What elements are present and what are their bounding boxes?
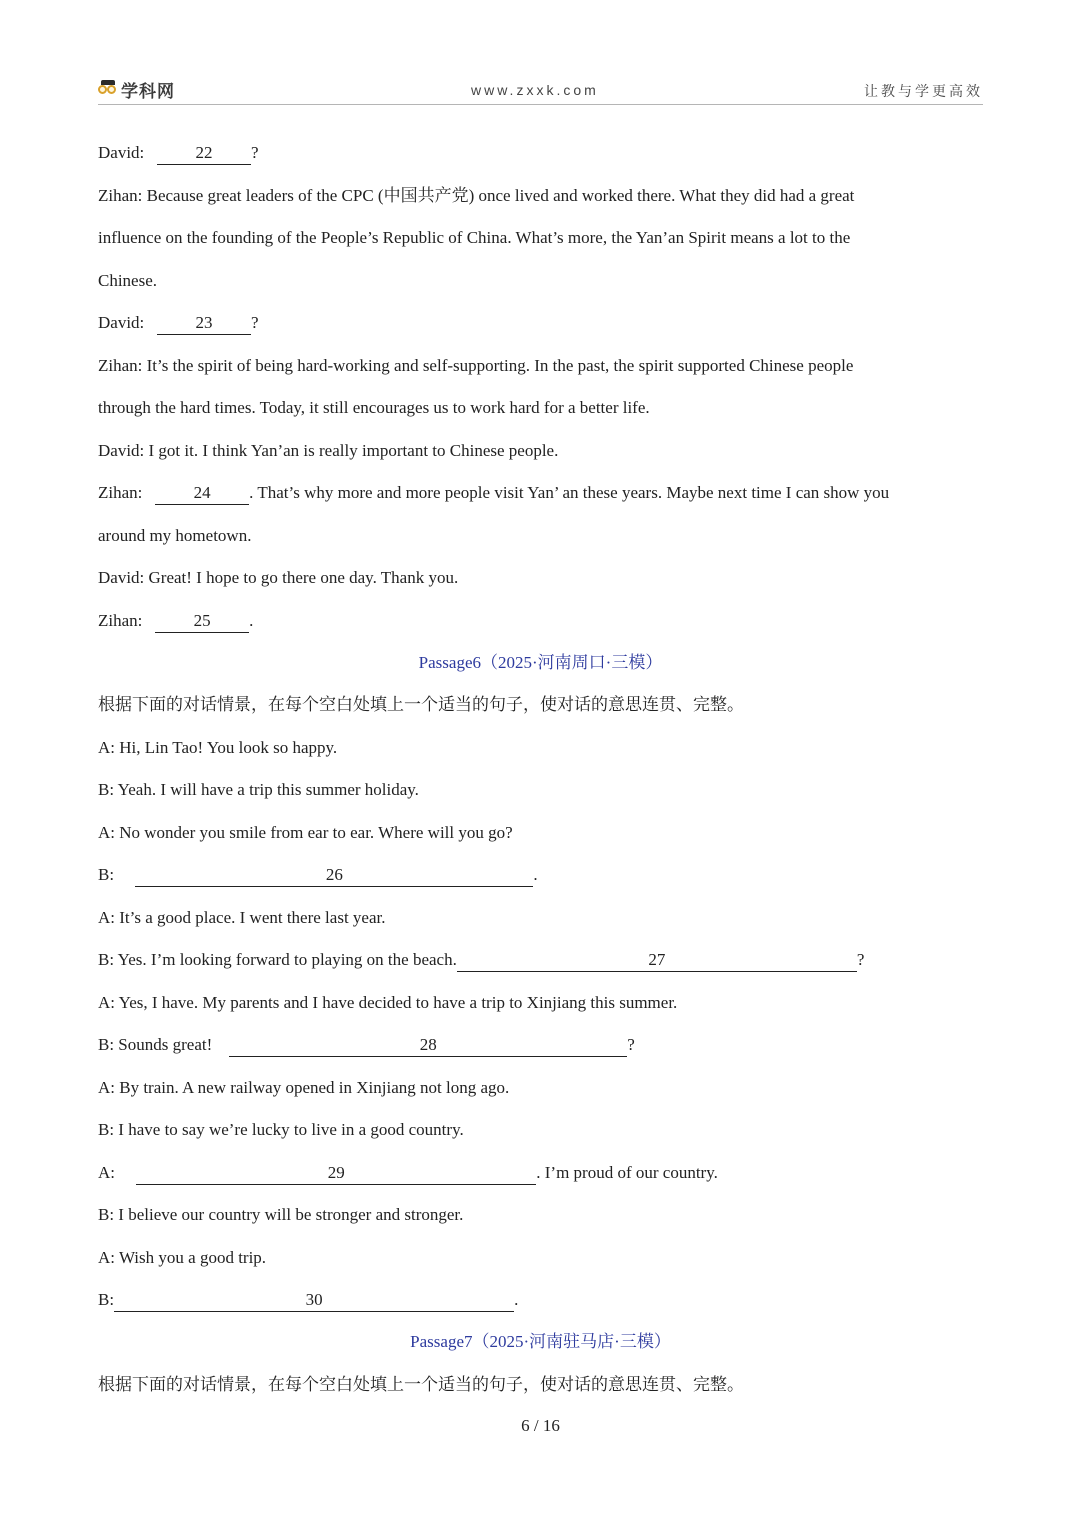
- dialog-line: Zihan: 24 . That’s why more and more people visit Yan’ an these years. Maybe next time I can show you: [98, 478, 983, 508]
- dialog-line: A: Wish you a good trip.: [98, 1248, 267, 1267]
- dialog-line: Zihan: 25 .: [98, 606, 983, 636]
- dialog-line: David: I got it. I think Yan’an is really important to Chinese people.: [98, 441, 559, 460]
- dialog-line: A: 29 . I’m proud of our country.: [98, 1158, 983, 1188]
- dialog-line: David: 22 ?: [98, 138, 983, 168]
- dialog-line: A: No wonder you smile from ear to ear. Where will you go?: [98, 823, 513, 842]
- instruction-text: 根据下面的对话情景，在每个空白处填上一个适当的句子，使对话的意思连贯、完整。: [98, 1375, 744, 1394]
- blank-27[interactable]: 27: [457, 949, 857, 972]
- blank-30[interactable]: 30: [114, 1289, 514, 1312]
- dialog-line: B: I have to say we’re lucky to live in a good country.: [98, 1120, 464, 1139]
- dialog-line: B: 30 .: [98, 1285, 983, 1315]
- dialog-line: through the hard times. Today, it still encourages us to work hard for a better life.: [98, 398, 650, 417]
- dialog-line: B: I believe our country will be stronger and stronger.: [98, 1205, 464, 1224]
- dialog-line: Zihan: It’s the spirit of being hard-working and self-supporting. In the past, the spirit supported Chinese people: [98, 356, 854, 375]
- site-slogan: 让教与学更高效: [864, 84, 983, 100]
- dialog-line: B: Yes. I’m looking forward to playing on the beach. 27 ?: [98, 945, 983, 975]
- site-logo: [98, 78, 175, 100]
- logo-text: 学科网: [121, 81, 175, 102]
- blank-29[interactable]: 29: [136, 1162, 536, 1185]
- owl-logo-icon: [98, 80, 118, 98]
- dialog-line: B: Sounds great! 28 ?: [98, 1030, 983, 1060]
- dialog-line: influence on the founding of the People’s Republic of China. What’s more, the Yan’an Spirit means a lot to the: [98, 228, 851, 247]
- dialog-line: A: Yes, I have. My parents and I have decided to have a trip to Xinjiang this summer.: [98, 993, 678, 1012]
- dialog-line: A: It’s a good place. I went there last year.: [98, 908, 386, 927]
- blank-25[interactable]: 25: [155, 610, 249, 633]
- passage-title: Passage6（2025·河南周口·三模）: [418, 653, 663, 672]
- blank-28[interactable]: 28: [229, 1034, 627, 1057]
- dialog-line: Chinese.: [98, 271, 158, 290]
- dialog-line: David: 23 ?: [98, 308, 983, 338]
- blank-26[interactable]: 26: [135, 864, 533, 887]
- dialog-line: around my hometown.: [98, 526, 252, 545]
- page-header: [98, 76, 983, 105]
- page-number: 6 / 16: [521, 1416, 560, 1435]
- blank-22[interactable]: 22: [157, 142, 251, 165]
- passage-title: Passage7（2025·河南驻马店·三模）: [410, 1332, 671, 1351]
- dialog-line: David: Great! I hope to go there one day. Thank you.: [98, 568, 459, 587]
- site-url: www.zxxk.com: [471, 82, 599, 98]
- blank-24[interactable]: 24: [155, 482, 249, 505]
- dialog-line: A: Hi, Lin Tao! You look so happy.: [98, 738, 338, 757]
- dialog-line: B: Yeah. I will have a trip this summer holiday.: [98, 780, 419, 799]
- dialog-line: B: 26 .: [98, 860, 983, 890]
- blank-23[interactable]: 23: [157, 312, 251, 335]
- dialog-line: Zihan: Because great leaders of the CPC (中国共产党) once lived and worked there. What they did had a great: [98, 186, 855, 205]
- instruction-text: 根据下面的对话情景，在每个空白处填上一个适当的句子，使对话的意思连贯、完整。: [98, 695, 744, 714]
- dialog-line: A: By train. A new railway opened in Xinjiang not long ago.: [98, 1078, 510, 1097]
